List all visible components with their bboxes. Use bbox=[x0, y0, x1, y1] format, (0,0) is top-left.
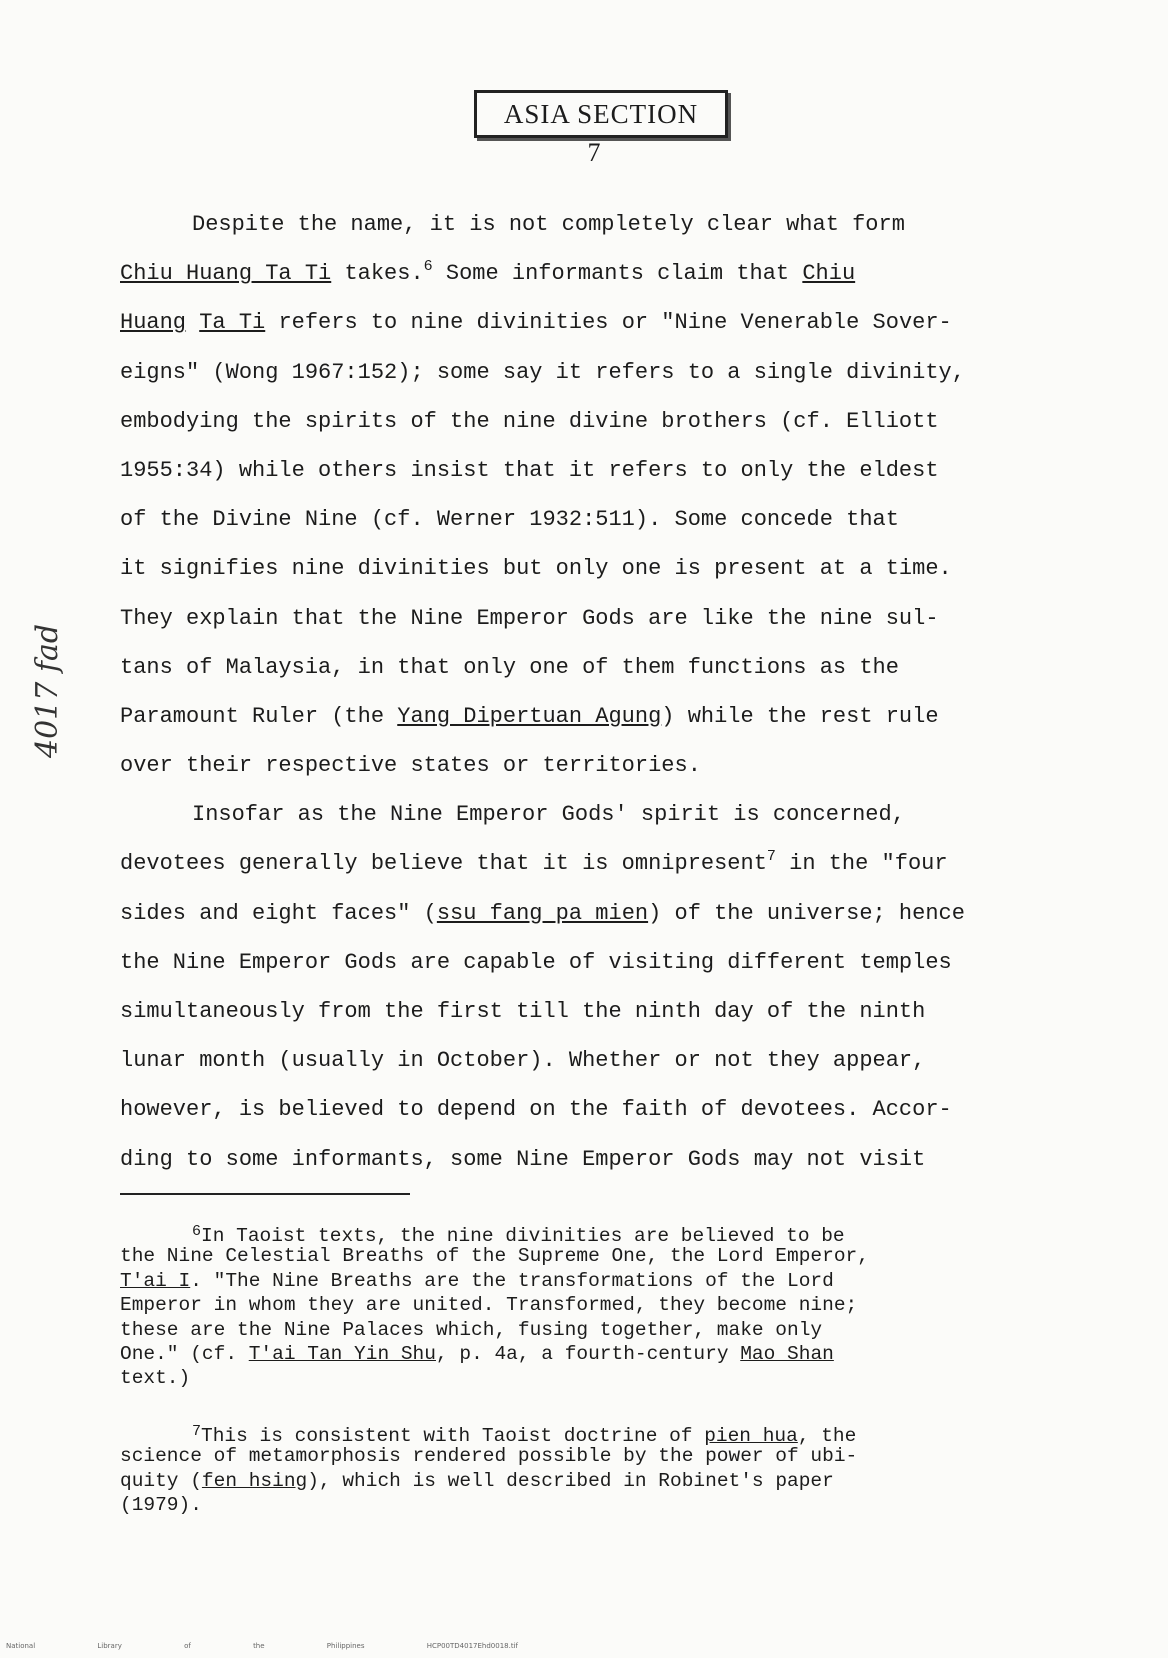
text-line: They explain that the Nine Emperor Gods are like the nine sul- bbox=[120, 605, 939, 631]
text-line: lunar month (usually in October). Whether or not they appear, bbox=[120, 1048, 926, 1074]
footnote-divider bbox=[120, 1193, 410, 1195]
main-text bbox=[120, 210, 1050, 1194]
footnote-line: (1979). bbox=[120, 1494, 202, 1517]
footnote-line: quity (fen hsing), which is well described in Robinet's paper bbox=[120, 1469, 834, 1492]
text-line: devotees generally believe that it is omnipresent$^7$ in the "four bbox=[120, 848, 948, 877]
text-line: the Nine Emperor Gods are capable of visiting different temples bbox=[120, 949, 952, 975]
text-line: Chiu Huang Ta Ti takes.$^6$ Some informants claim that Chiu bbox=[120, 258, 856, 287]
footnote-7 bbox=[120, 1420, 1080, 1518]
footnote-line: One." (cf. T'ai Tan Yin Shu, p. 4a, a fourth-century Mao Shan bbox=[120, 1342, 834, 1365]
footnote-line: Emperor in whom they are united. Transformed, they become nine; bbox=[120, 1294, 858, 1317]
text-line: embodying the spirits of the nine divine brothers (cf. Elliott bbox=[120, 408, 939, 434]
text-line: it signifies nine divinities but only one is present at a time. bbox=[120, 556, 952, 582]
footnote-line: $^7$This is consistent with Taoist doctrine of pien hua, the bbox=[192, 1423, 857, 1447]
text-line: Insofar as the Nine Emperor Gods' spirit is concerned, bbox=[192, 802, 905, 828]
footnote-6 bbox=[120, 1220, 1080, 1391]
text-line: 1955:34) while others insist that it refers to only the eldest bbox=[120, 457, 939, 483]
footnote-line: $^6$In Taoist texts, the nine divinities are believed to be bbox=[192, 1223, 845, 1247]
text-line: of the Divine Nine (cf. Werner 1932:511). Some concede that bbox=[120, 507, 899, 533]
footnote-ref-7: 7 bbox=[766, 848, 776, 866]
footnote-line: these are the Nine Palaces which, fusing together, make only bbox=[120, 1318, 823, 1341]
footnote-ref-6: 6 bbox=[423, 258, 433, 276]
text-line: simultaneously from the first till the ninth day of the ninth bbox=[120, 999, 926, 1024]
footnote-line: text.) bbox=[120, 1367, 191, 1390]
asia-section-stamp: ASIA SECTION bbox=[474, 90, 728, 138]
text-line: ding to some informants, some Nine Emperor Gods may not visit bbox=[120, 1146, 926, 1172]
footnote-line: T'ai I. "The Nine Breaths are the transformations of the Lord bbox=[120, 1269, 834, 1292]
footnote-line: science of metamorphosis rendered possible by the power of ubi- bbox=[120, 1445, 858, 1468]
text-line: sides and eight faces" (ssu fang pa mien) of the universe; hence bbox=[120, 900, 965, 926]
text-line: however, is believed to depend on the faith of devotees. Accor- bbox=[120, 1097, 952, 1123]
text-line: Paramount Ruler (the Yang Dipertuan Agung) while the rest rule bbox=[120, 703, 939, 729]
text-line: over their respective states or territories. bbox=[120, 753, 701, 779]
text-line: Despite the name, it is not completely clear what form bbox=[192, 212, 905, 237]
footnote-line: the Nine Celestial Breaths of the Supreme One, the Lord Emperor, bbox=[120, 1245, 869, 1268]
handwritten-margin-note: 4017 fad bbox=[30, 623, 65, 758]
scan-footer: National Library of the Philippines HCP00TD4017Ehd0018.tif bbox=[6, 1642, 518, 1650]
text-line: Huang Ta Ti refers to nine divinities or "Nine Venerable Sover- bbox=[120, 310, 952, 336]
text-line: eigns" (Wong 1967:152); some say it refers to a single divinity, bbox=[120, 359, 965, 385]
page-number: 7 bbox=[587, 138, 601, 167]
text-line: tans of Malaysia, in that only one of them functions as the bbox=[120, 654, 899, 680]
